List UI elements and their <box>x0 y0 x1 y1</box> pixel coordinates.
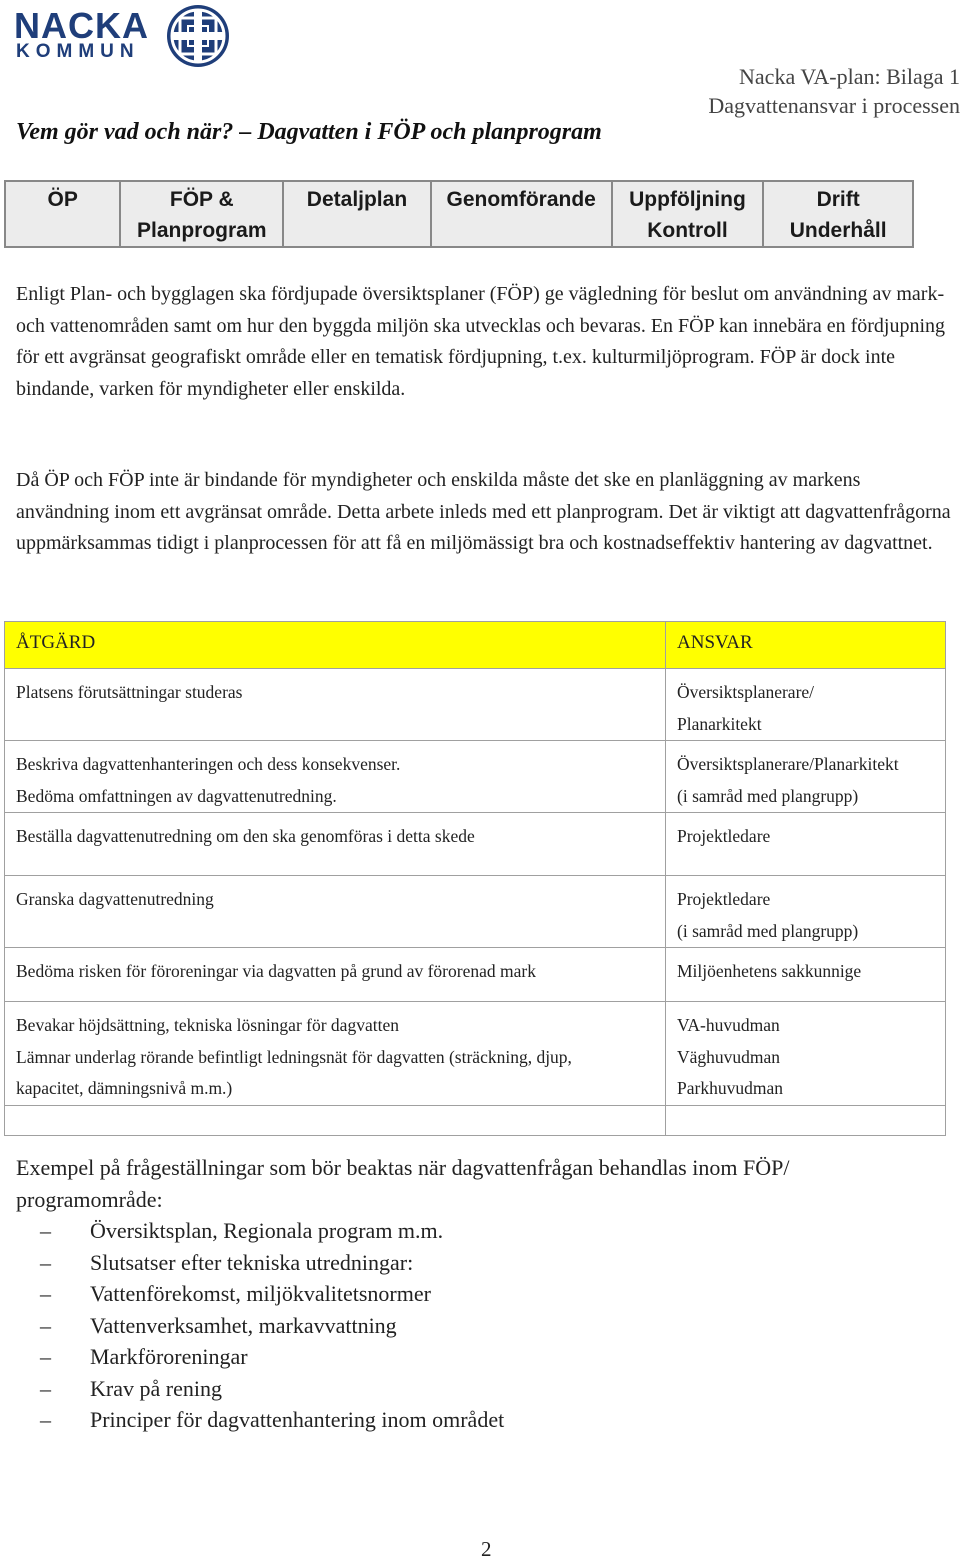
responsible-text: Väghuvudman <box>677 1046 781 1067</box>
list-item-text: Slutsatser efter tekniska utredningar: <box>90 1249 414 1275</box>
responsible-cell <box>666 669 946 741</box>
dash-bullet: – <box>40 1375 51 1401</box>
process-steps-table <box>4 180 914 248</box>
table-row-empty <box>5 1105 946 1135</box>
process-step-uppfoljning <box>612 181 764 247</box>
list-item-text: Översiktsplan, Regionala program m.m. <box>90 1218 444 1243</box>
dash-bullet: – <box>40 1249 51 1275</box>
column-header-responsible: ANSVAR <box>666 622 946 669</box>
action-responsibility-table <box>4 621 946 1136</box>
process-step-label: Detaljplan <box>306 188 408 211</box>
responsible-cell <box>666 876 946 948</box>
list-item <box>40 1278 936 1310</box>
responsible-cell <box>666 948 946 1002</box>
list-item-text: Vattenförekomst, miljökvalitetsnormer <box>90 1281 431 1306</box>
planprogram-paragraph: Då ÖP och FÖP inte är bindande för myndigheter och enskilda måste det ske en planläggning av markens användning inom ett avgränsat område. Detta arbete inleds med ett planprogram. Det är viktigt att dagvattenfrågorna uppmärksammas tidigt i planprocessen för att få en miljömässigt bra och kostnadseffektiv hantering av dagvattnet. <box>16 469 951 554</box>
action-text: Beställa dagvattenutredning om den ska genomföras i detta skede <box>16 826 475 846</box>
process-step-sublabel: Underhåll <box>789 219 887 242</box>
list-item-text: Vattenverksamhet, markavvattning <box>90 1312 397 1338</box>
intro-paragraph: Enligt Plan- och bygglagen ska fördjupade översiktsplaner (FÖP) ge vägledning för beslut om användning av mark- och vattenområden samt om hur den byggda miljön ska utvecklas och bevaras. En FÖP kan innebära en fördjupning för ett avgränsat geografiskt område eller en tematisk fördjupning, t.ex. kulturmiljöprogram. FÖP är dock inte bindande, varken för myndigheter eller enskilda. <box>16 283 946 400</box>
action-text: Bevakar höjdsättning, tekniska lösningar för dagvatten <box>16 1015 399 1035</box>
responsible-text: Planarkitekt <box>677 713 762 734</box>
document-header <box>708 62 960 120</box>
action-text: Bedöma omfattningen av dagvattenutredning. <box>16 785 337 806</box>
dash-bullet: – <box>40 1407 51 1432</box>
table-row <box>5 948 946 1002</box>
action-cell <box>5 813 666 876</box>
action-text: Beskriva dagvattenhanteringen och dess konsekvenser. <box>16 754 401 774</box>
process-step-genomforande <box>431 181 612 247</box>
logo-emblem-icon <box>166 4 230 68</box>
table-row <box>5 669 946 741</box>
list-item-text: Principer för dagvattenhantering inom området <box>90 1407 505 1432</box>
table-row <box>5 1002 946 1106</box>
list-item-text: Krav på rening <box>90 1375 222 1401</box>
responsible-text: VA-huvudman <box>677 1015 780 1035</box>
action-cell <box>5 948 666 1002</box>
responsible-text: (i samråd med plangrupp) <box>677 920 859 941</box>
responsible-text: Projektledare <box>677 826 771 846</box>
action-text: Bedöma risken för föroreningar via dagvatten på grund av förorenad mark <box>16 961 536 981</box>
column-header-action: ÅTGÄRD <box>5 622 666 669</box>
examples-intro: Exempel på frågeställningar som bör beaktas när dagvattenfrågan behandlas inom FÖP/ programområde: <box>16 1155 790 1212</box>
action-cell <box>5 1002 666 1106</box>
process-step-label: Uppföljning <box>629 188 746 211</box>
list-item <box>40 1215 936 1247</box>
header-line-1: Nacka VA-plan: Bilaga 1 <box>739 64 960 89</box>
dash-bullet: – <box>40 1218 51 1243</box>
process-step-sublabel: Kontroll <box>647 219 728 242</box>
process-step-fop <box>120 181 283 247</box>
list-item <box>40 1247 936 1279</box>
list-item <box>40 1404 936 1436</box>
process-step-drift <box>763 181 913 247</box>
process-step-sublabel: Planprogram <box>137 219 267 242</box>
list-item <box>40 1310 936 1342</box>
action-text: kapacitet, dämningsnivå m.m.) <box>16 1078 233 1098</box>
action-cell <box>5 1105 666 1135</box>
responsible-cell <box>666 1002 946 1106</box>
responsible-text: Projektledare <box>677 889 771 909</box>
list-item <box>40 1373 936 1405</box>
responsible-text: Översiktsplanerare/Planarkitekt <box>677 754 899 774</box>
process-step-label: Drift <box>816 188 860 211</box>
dash-bullet: – <box>40 1281 51 1306</box>
list-item <box>40 1341 936 1373</box>
action-text: Platsens förutsättningar studeras <box>16 682 243 702</box>
responsible-text: Översiktsplanerare/ <box>677 682 815 702</box>
page-title: Vem gör vad och när? – Dagvatten i FÖP och planprogram <box>16 119 602 145</box>
action-text: Lämnar underlag rörande befintligt ledningsnät för dagvatten (sträckning, djup, <box>16 1046 572 1067</box>
header-line-2: Dagvattenansvar i processen <box>708 93 960 118</box>
table-header-row <box>5 622 946 669</box>
responsible-cell <box>666 741 946 813</box>
responsible-text: Miljöenhetens sakkunnige <box>677 961 862 981</box>
responsible-cell <box>666 813 946 876</box>
table-row <box>5 876 946 948</box>
process-step-op <box>5 181 120 247</box>
dash-bullet: – <box>40 1312 51 1338</box>
table-row <box>5 813 946 876</box>
process-step-label: ÖP <box>47 188 78 211</box>
logo-wordmark: NACKA <box>14 5 149 46</box>
action-cell <box>5 669 666 741</box>
list-item-text: Markföroreningar <box>90 1344 248 1369</box>
process-step-label: FÖP & <box>169 188 234 211</box>
responsible-text: (i samråd med plangrupp) <box>677 785 859 806</box>
logo-subtitle: KOMMUN <box>16 41 140 62</box>
action-text: Granska dagvattenutredning <box>16 889 214 909</box>
action-cell <box>5 741 666 813</box>
nacka-kommun-logo <box>14 4 228 68</box>
table-row <box>5 741 946 813</box>
dash-bullet: – <box>40 1344 51 1369</box>
responsible-cell <box>666 1105 946 1135</box>
process-step-label: Genomförande <box>446 188 596 211</box>
action-cell <box>5 876 666 948</box>
examples-list <box>40 1215 936 1436</box>
examples-section <box>16 1152 936 1436</box>
process-step-detaljplan <box>283 181 431 247</box>
responsible-text: Parkhuvudman <box>677 1078 783 1098</box>
page-number: 2 <box>481 1537 492 1561</box>
